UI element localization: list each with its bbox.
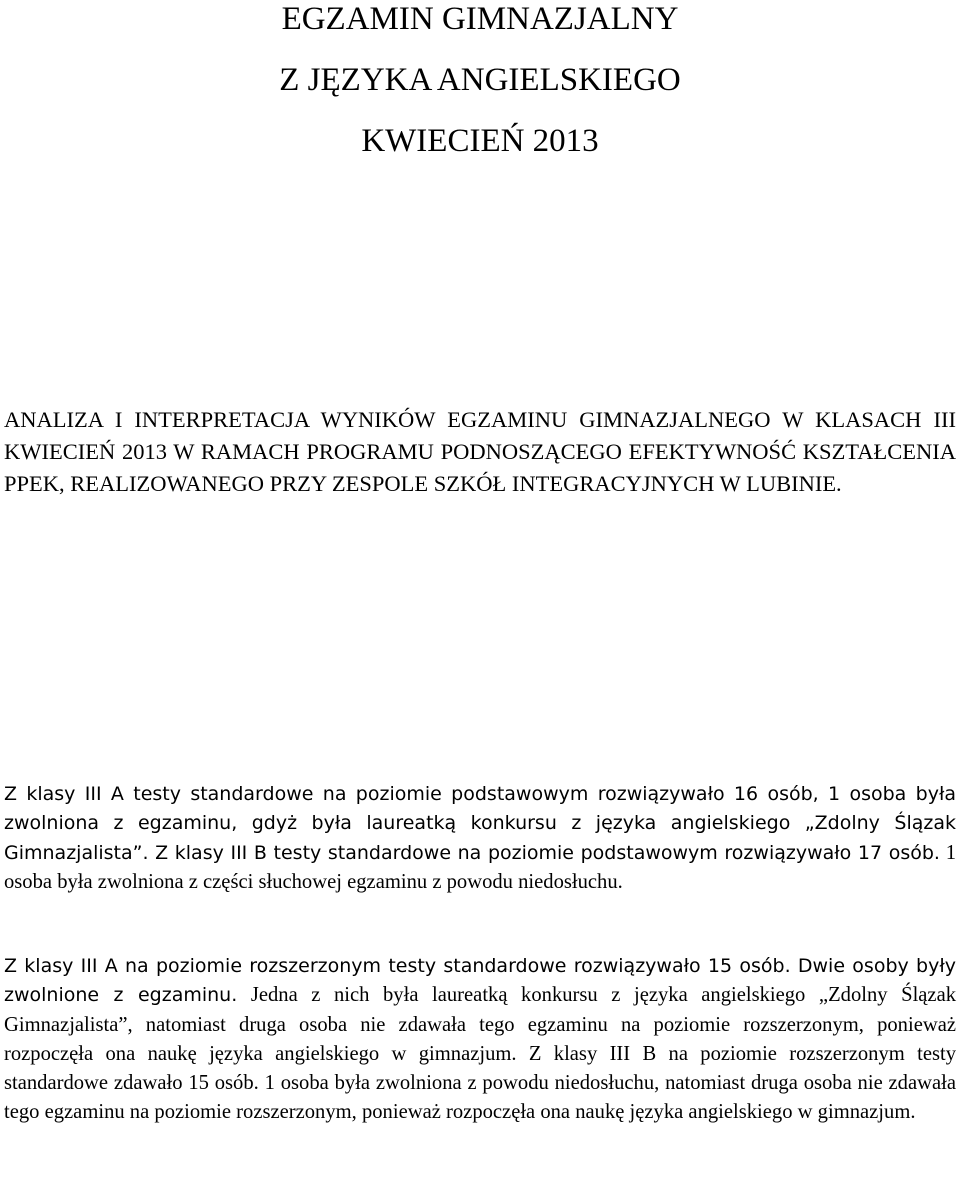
- document-title: [4, 0, 956, 158]
- paragraph-extended-level: [4, 952, 956, 1128]
- title-line-date: KWIECIEŃ 2013: [361, 123, 599, 159]
- paragraph-extended-level-part-b: Jedna z nich była laureatką konkursu z języka angielskiego „Zdolny Ślązak Gimnazjalista”, natomiast druga osoba nie zdawała tego egzaminu na poziomie rozszerzonym, ponieważ rozpoczęła ona naukę języka angielskiego w gimnazjum. Z klasy III B na poziomie rozszerzonym testy standardowe zdawało 15 osób. 1 osoba była zwolniona z powodu niedosłuchu, natomiast druga osoba nie zdawała tego egzaminu na poziomie rozszerzonym, ponieważ rozpoczęła ona naukę języka angielskiego w gimnazjum.: [4, 984, 957, 1124]
- title-line-exam: EGZAMIN GIMNAZJALNY: [281, 1, 679, 37]
- paragraph-basic-level: [4, 780, 956, 897]
- title-line-subject: Z JĘZYKA ANGIELSKIEGO: [279, 62, 681, 98]
- paragraph-extended-level-part-a: Z klasy III A na poziomie rozszerzonym testy standardowe rozwiązywało 15 osób. Dwie osoby były zwolnione z egzaminu.: [4, 955, 956, 1007]
- paragraph-basic-level-part-a: Z klasy III A testy standardowe na poziomie podstawowym rozwiązywało 16 osób, 1 osoba była zwolniona z egzaminu, gdyż była laureatką konkursu z języka angielskiego „Zdolny Ślązak Gimnazjalista”. Z klasy III B testy standardowe na poziomie podstawowym rozwiązywało 17 osób.: [4, 783, 956, 864]
- paragraph-basic-level-part-b: 1 osoba była zwolniona z części słuchowej egzaminu z powodu niedosłuchu.: [4, 841, 956, 893]
- document-subtitle: ANALIZA I INTERPRETACJA WYNIKÓW EGZAMINU GIMNAZJALNEGO W KLASACH III KWIECIEŃ 2013 W RAMACH PROGRAMU PODNOSZĄCEGO EFEKTYWNOŚĆ KSZTAŁCENIA PPEK, REALIZOWANEGO PRZY ZESPOLE SZKÓŁ INTEGRACYJNYCH W LUBINIE.: [4, 407, 956, 496]
